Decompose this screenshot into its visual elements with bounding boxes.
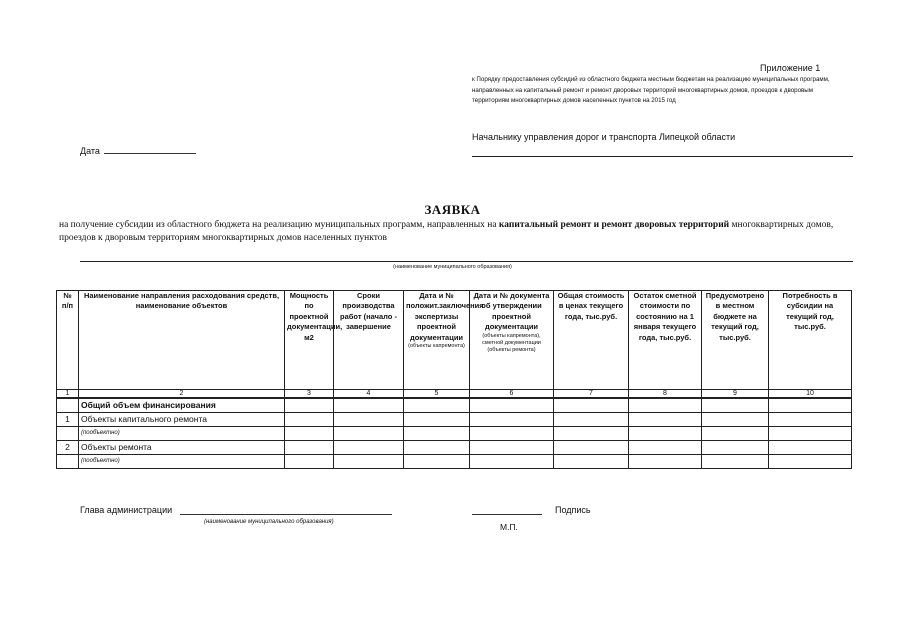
date-label: Дата bbox=[80, 146, 100, 156]
table-cell[interactable] bbox=[629, 441, 702, 455]
date-field bbox=[80, 145, 196, 156]
addressee: Начальнику управления дорог и транспорта Липецкой области bbox=[472, 132, 736, 142]
table-cell[interactable] bbox=[470, 441, 554, 455]
table-cell[interactable] bbox=[285, 427, 334, 441]
column-header bbox=[404, 291, 484, 390]
table-cell[interactable] bbox=[554, 441, 629, 455]
column-header bbox=[554, 291, 629, 390]
head-signature-line[interactable] bbox=[180, 514, 392, 515]
table-cell[interactable] bbox=[554, 427, 629, 441]
table-cell[interactable] bbox=[470, 413, 554, 427]
column-number: 1 bbox=[57, 390, 79, 399]
municipality-line[interactable] bbox=[80, 261, 853, 262]
column-header-note: (объекты капремонта), сметной документации (объекты ремонта) bbox=[482, 332, 541, 353]
column-header-label: Предусмотрено в местном бюджете на текущий год, тыс.руб. bbox=[705, 291, 765, 342]
date-input-line[interactable] bbox=[104, 145, 196, 154]
column-header bbox=[702, 291, 769, 390]
table-cell[interactable] bbox=[702, 441, 769, 455]
appendix-subtitle: к Порядку предоставления субсидий из областного бюджета местным бюджетам на реализацию муниципальных программ, направленных на капитальный ремонт и ремонт дворовых территорий многоквартирных домов, проездов к дворовым территориям многоквартирных домов населенных пунктов на 2015 год bbox=[472, 76, 830, 104]
row-name: (пообъектно) bbox=[79, 427, 285, 441]
table-cell[interactable] bbox=[285, 441, 334, 455]
table-cell[interactable] bbox=[285, 398, 334, 413]
column-header-label: Дата и № положит.заключения экспертизы проектной документации bbox=[406, 291, 484, 342]
row-number: 2 bbox=[57, 441, 79, 455]
table-row bbox=[57, 398, 852, 413]
head-of-administration-label: Глава администрации bbox=[80, 505, 173, 515]
column-number: 5 bbox=[404, 390, 470, 399]
table-cell[interactable] bbox=[334, 441, 404, 455]
subject-bold: капитальный ремонт и ремонт дворовых территорий bbox=[498, 220, 730, 230]
column-number: 6 bbox=[470, 390, 554, 399]
subject-text: на получение субсидии из областного бюджета на реализацию муниципальных программ, направленных на bbox=[59, 220, 499, 230]
table-cell[interactable] bbox=[334, 413, 404, 427]
table-cell[interactable] bbox=[629, 455, 702, 469]
row-name: Объекты ремонта bbox=[79, 441, 285, 455]
column-header bbox=[334, 291, 404, 390]
column-header bbox=[470, 291, 554, 390]
table-cell[interactable] bbox=[404, 455, 470, 469]
table-row bbox=[57, 413, 852, 427]
application-table bbox=[56, 290, 852, 469]
column-numbers-row bbox=[57, 390, 852, 399]
column-number: 4 bbox=[334, 390, 404, 399]
column-number: 3 bbox=[285, 390, 334, 399]
column-header bbox=[79, 291, 285, 390]
appendix-number: Приложение 1 bbox=[760, 63, 821, 73]
table-row bbox=[57, 427, 852, 441]
table-cell[interactable] bbox=[554, 398, 629, 413]
table-cell[interactable] bbox=[285, 455, 334, 469]
column-header-label: Остаток сметной стоимости по состоянию на 1 января текущего года, тыс.руб. bbox=[633, 291, 697, 342]
municipality-caption: (наименование муниципального образования) bbox=[393, 264, 512, 270]
column-header bbox=[769, 291, 852, 390]
table-row bbox=[57, 455, 852, 469]
row-name: Общий объем финансирования bbox=[79, 398, 285, 413]
table-cell[interactable] bbox=[702, 427, 769, 441]
document-title: ЗАЯВКА bbox=[424, 202, 481, 217]
table-cell[interactable] bbox=[470, 398, 554, 413]
column-number: 9 bbox=[702, 390, 769, 399]
signature-label: Подпись bbox=[555, 505, 591, 515]
table-cell[interactable] bbox=[404, 413, 470, 427]
table-cell[interactable] bbox=[702, 455, 769, 469]
signature-line[interactable] bbox=[472, 514, 542, 515]
column-number: 10 bbox=[769, 390, 852, 399]
table-cell[interactable] bbox=[404, 398, 470, 413]
table-cell[interactable] bbox=[629, 413, 702, 427]
column-number: 2 bbox=[79, 390, 285, 399]
column-header bbox=[629, 291, 702, 390]
row-name: (пообъектно) bbox=[79, 455, 285, 469]
column-header-label: Наименование направления расходования средств, наименование объектов bbox=[83, 291, 280, 311]
table-cell[interactable] bbox=[470, 427, 554, 441]
table-cell[interactable] bbox=[285, 413, 334, 427]
column-header-note: (объекты капремонта) bbox=[408, 343, 465, 350]
column-header bbox=[57, 291, 79, 390]
column-number: 8 bbox=[629, 390, 702, 399]
table-cell[interactable] bbox=[769, 455, 852, 469]
row-number bbox=[57, 455, 79, 469]
column-header-label: Дата и № документа об утверждении проектной документации bbox=[473, 291, 550, 332]
row-number bbox=[57, 398, 79, 413]
table-cell[interactable] bbox=[629, 427, 702, 441]
row-number bbox=[57, 427, 79, 441]
column-number: 7 bbox=[554, 390, 629, 399]
table-cell[interactable] bbox=[702, 398, 769, 413]
column-header-label: № п/п bbox=[61, 291, 74, 311]
table-cell[interactable] bbox=[702, 413, 769, 427]
table-cell[interactable] bbox=[629, 398, 702, 413]
table-cell[interactable] bbox=[334, 398, 404, 413]
table-cell[interactable] bbox=[769, 413, 852, 427]
table-cell[interactable] bbox=[470, 455, 554, 469]
addressee-underline bbox=[472, 156, 853, 157]
row-name: Объекты капитального ремонта bbox=[79, 413, 285, 427]
table-cell[interactable] bbox=[769, 398, 852, 413]
table-cell[interactable] bbox=[769, 441, 852, 455]
table-cell[interactable] bbox=[404, 441, 470, 455]
column-header bbox=[285, 291, 343, 390]
document-subject bbox=[59, 219, 859, 245]
table-cell[interactable] bbox=[769, 427, 852, 441]
head-caption: (наименование муниципального образования) bbox=[204, 519, 334, 525]
column-header-label: Потребность в субсидии на текущий год, тыс.руб. bbox=[782, 291, 838, 332]
column-header-label: Мощность по проектной документации, м2 bbox=[287, 291, 343, 342]
table-cell[interactable] bbox=[334, 455, 404, 469]
table-header-row bbox=[57, 291, 852, 390]
column-header-label: Сроки производства работ (начало - завершение bbox=[340, 291, 397, 332]
table-cell[interactable] bbox=[334, 427, 404, 441]
table-cell[interactable] bbox=[554, 455, 629, 469]
column-header-label: Общая стоимость в ценах текущего года, тыс.руб. bbox=[557, 291, 625, 321]
table-cell[interactable] bbox=[554, 413, 629, 427]
subject-text-continued: многоквартирных домов, проездов к дворовым территориям многоквартирных домов населенных пунктов bbox=[59, 220, 834, 243]
stamp-label: М.П. bbox=[500, 522, 518, 532]
table-cell[interactable] bbox=[404, 427, 470, 441]
table-row bbox=[57, 441, 852, 455]
row-number: 1 bbox=[57, 413, 79, 427]
